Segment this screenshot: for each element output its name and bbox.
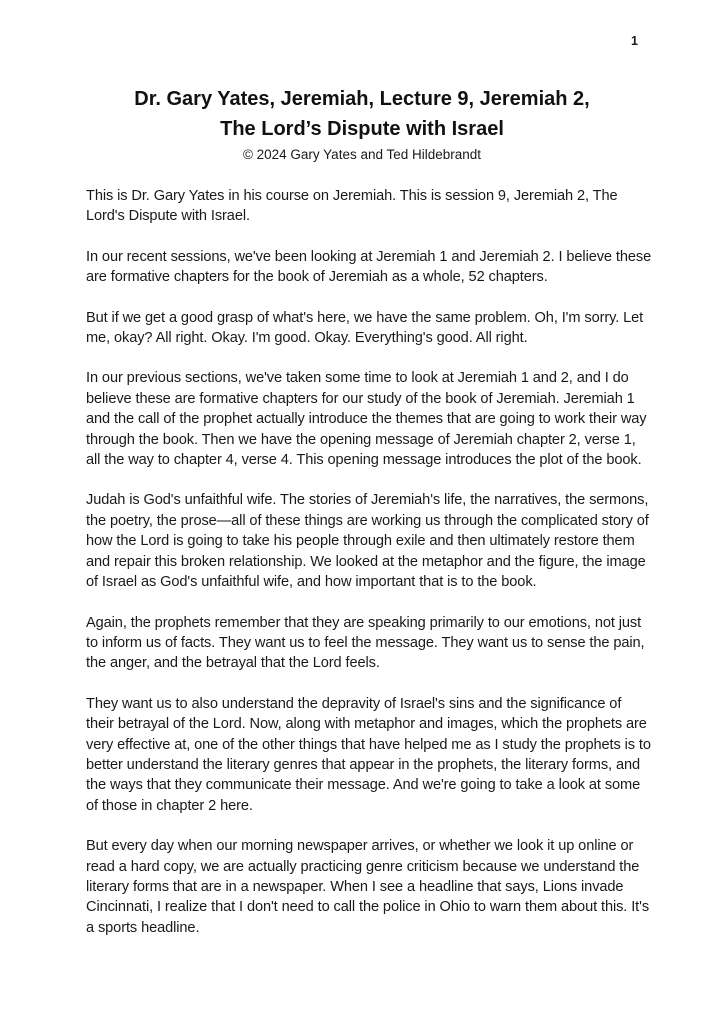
paragraph-4: In our previous sections, we've taken some time to look at Jeremiah 1 and 2, and I do believe these are formative chapters for our study of the book of Jeremiah. Jeremiah 1 and the call of the prophet actually introduce the themes that are going to work their way through the book. Then we have the opening message of Jeremiah chapter 2, verse 1, all the way to chapter 4, verse 4. This opening message introduces the plot of the book. [86, 370, 647, 469]
transcript-body [86, 186, 652, 938]
title-line-1: Dr. Gary Yates, Jeremiah, Lecture 9, Jeremiah 2, [134, 88, 590, 110]
paragraph-1: This is Dr. Gary Yates in his course on Jeremiah. This is session 9, Jeremiah 2, The Lord's Dispute with Israel. [86, 188, 618, 225]
copyright-line: © 2024 Gary Yates and Ted Hildebrandt [242, 147, 482, 162]
paragraph-8: But every day when our morning newspaper arrives, or whether we look it up online or read a hard copy, we are actually practicing genre criticism because we understand the literary forms that are in a newspaper. When I see a headline that says, Lions invade Cincinnati, I realize that I don't need to call the police in Ohio to warn them about this. It's a sports headline. [86, 838, 650, 936]
paragraph-7: They want us to also understand the depravity of Israel's sins and the significance of their betrayal of the Lord. Now, along with metaphor and images, which the prophets are very effective at, one of the other things that have helped me as I study the prophets is to better understand the literary genres that appear in the prophets, the literary forms, and the ways that they communicate their message. And we're going to take a look at some of those in chapter 2 here. [86, 695, 651, 814]
paragraph-3: But if we get a good grasp of what's here, we have the same problem. Oh, I'm sorry. Let me, okay? All right. Okay. I'm good. Okay. Everything's good. All right. [86, 309, 644, 347]
paragraph-2: In our recent sessions, we've been looking at Jeremiah 1 and Jeremiah 2. I believe these are formative chapters for the book of Jeremiah as a whole, 52 chapters. [86, 248, 652, 286]
title-line-2: The Lord’s Dispute with Israel [220, 118, 504, 140]
paragraph-6: Again, the prophets remember that they are speaking primarily to our emotions, not just to inform us of facts. They want us to feel the message. They want us to sense the pain, the anger, and the betrayal that the Lord feels. [86, 614, 645, 672]
page-title [0, 84, 724, 144]
title-block [0, 84, 724, 162]
page-number: 1 [631, 34, 638, 48]
paragraph-5: Judah is God's unfaithful wife. The stories of Jeremiah's life, the narratives, the sermons, the poetry, the prose—all of these things are working us through the complicated story of how the Lord is going to take his people through exile and then ultimately restore them and repair this broken relationship. We looked at the metaphor and the figure, the image of Israel as God's unfaithful wife, and how important that is to the book. [86, 492, 649, 591]
